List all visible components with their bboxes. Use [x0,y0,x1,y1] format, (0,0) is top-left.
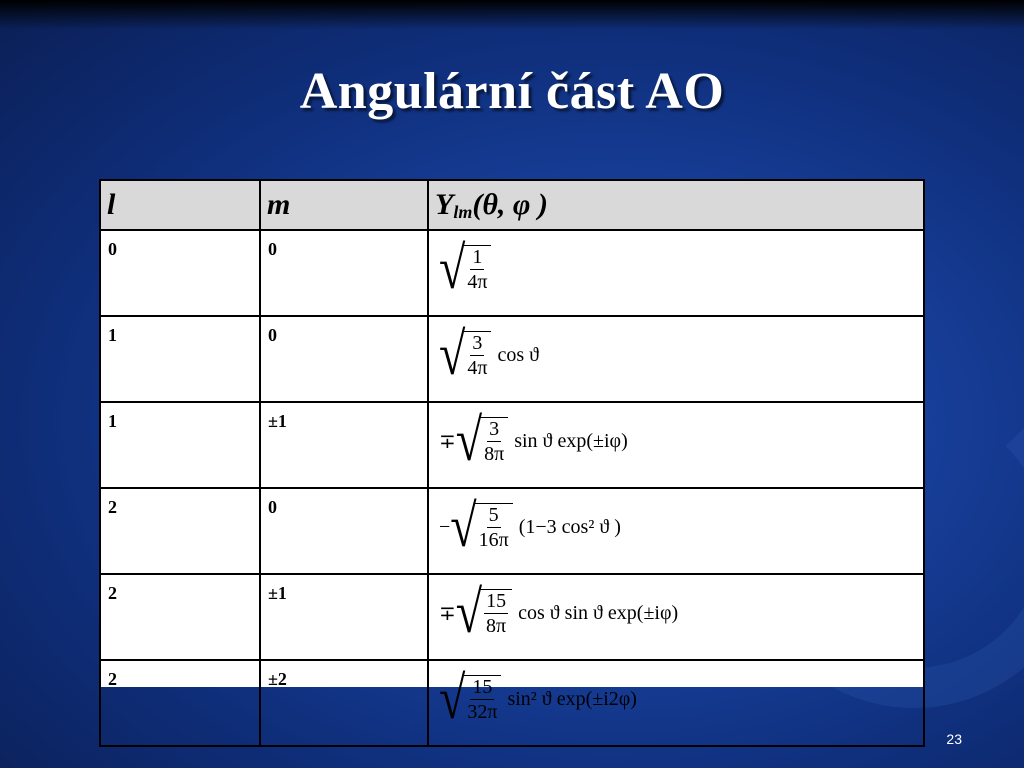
fraction-numerator: 3 [472,331,483,354]
fraction-numerator: 5 [488,503,499,526]
fraction-numerator: 3 [489,417,500,440]
cell-formula [428,574,924,660]
fraction-numerator: 15 [486,589,507,612]
slide-title: Angulární část AO [299,63,725,120]
header-y: Y [435,187,454,221]
square-root [450,493,518,560]
page-number: 23 [946,731,962,747]
cell-formula [428,316,924,402]
cell-l: 1 [100,316,260,402]
radical-sign-icon: √ [455,579,483,646]
fraction [463,331,491,380]
fraction [463,675,501,724]
formula-suffix: cos ϑ sin ϑ exp(±iφ) [518,601,679,624]
table-row [100,660,924,746]
cell-formula [428,660,924,746]
fraction-numerator: 15 [472,675,493,698]
fraction-denominator: 4π [467,356,488,379]
formula-suffix: sin² ϑ exp(±i2φ) [507,687,637,710]
table-row [100,574,924,660]
formula-suffix: sin ϑ exp(±iφ) [514,429,628,452]
fraction [463,245,491,294]
square-root [439,665,507,732]
table-row [100,230,924,316]
cell-m: ±1 [260,402,428,488]
cell-formula [428,488,924,574]
radical-sign-icon: √ [439,665,466,732]
formula-suffix: (1−3 cos² ϑ ) [518,515,621,538]
header-y-args: (θ, φ ) [472,187,548,221]
cell-l: 2 [100,488,260,574]
fraction [475,503,513,552]
square-root [439,321,497,388]
fraction-denominator: 32π [467,700,498,723]
header-m: m [260,180,428,230]
cell-m: 0 [260,316,428,402]
radical-sign-icon: √ [450,493,477,560]
cell-m: 0 [260,488,428,574]
cell-formula [428,402,924,488]
square-root [439,235,497,302]
cell-l: 2 [100,660,260,746]
cell-m: ±1 [260,574,428,660]
fraction-numerator: 1 [472,245,483,268]
cell-m: ±2 [260,660,428,746]
cell-l: 1 [100,402,260,488]
cell-m: 0 [260,230,428,316]
square-root [455,579,518,646]
cell-formula [428,230,924,316]
formula-prefix: ∓ [439,430,456,453]
fraction [480,589,512,638]
fraction-denominator: 4π [467,270,488,293]
top-shadow-band [0,0,1024,30]
formula-prefix: − [439,515,451,538]
fraction-denominator: 16π [478,528,509,551]
table-row [100,402,924,488]
radical-sign-icon: √ [455,407,483,474]
fraction-denominator: 8π [484,442,505,465]
cell-l: 2 [100,574,260,660]
cell-l: 0 [100,230,260,316]
header-ylm [428,180,924,230]
header-l: l [100,180,260,230]
square-root [455,407,514,474]
fraction-denominator: 8π [486,614,507,637]
fraction [480,417,508,466]
table-row [100,316,924,402]
radical-sign-icon: √ [439,321,466,388]
formula-prefix: ∓ [439,602,456,625]
radical-sign-icon: √ [439,235,466,302]
formula-suffix: cos ϑ [497,343,540,366]
table-row [100,488,924,574]
table-header-row [100,180,924,230]
header-y-subscript: lm [453,201,473,222]
